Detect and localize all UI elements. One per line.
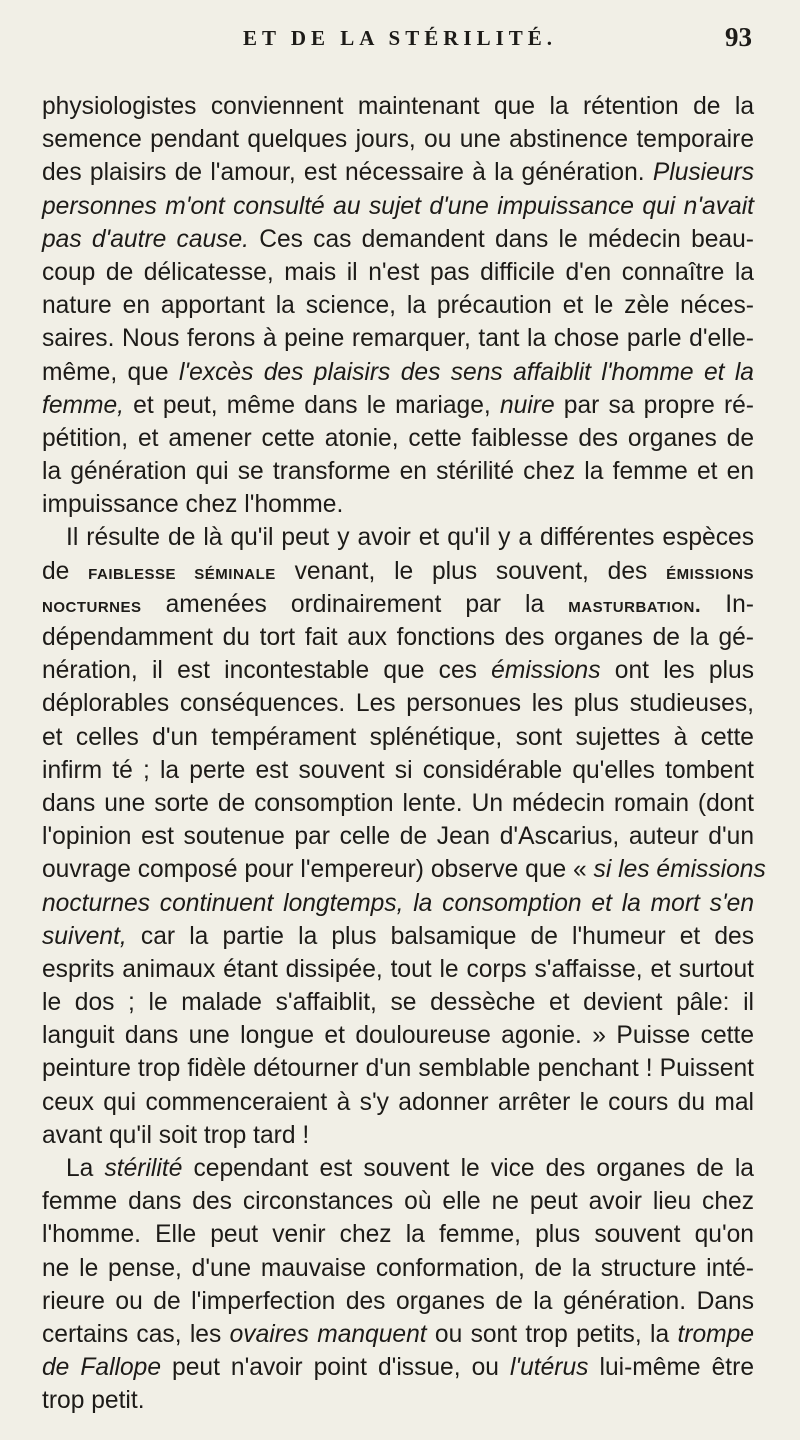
italic-run: suivent, [42, 922, 127, 950]
small-caps-run: masturbation. [568, 593, 702, 617]
text-run: l'opinion est soutenue par celle de Jean d'Ascarius, auteur d'un [42, 823, 754, 851]
text-line [42, 721, 754, 754]
text-run: impuissance chez l'homme. [42, 491, 344, 519]
text-line [42, 1285, 754, 1318]
italic-run: l'excès des plaisirs des sens affaiblit l'homme et la [178, 358, 754, 386]
text-line [42, 820, 754, 853]
text-run: trop petit. [42, 1387, 145, 1415]
italic-run: nuire [499, 391, 555, 419]
text-run: ou sont trop petits, la [426, 1320, 678, 1348]
text-run: venant, le plus souvent, des [275, 557, 667, 585]
text-line [42, 1252, 754, 1285]
text-line [42, 887, 754, 920]
text-line [42, 1152, 754, 1185]
text-line [42, 256, 754, 289]
text-line [42, 555, 754, 588]
small-caps-run: faiblesse séminale [88, 560, 276, 584]
italic-run: Plusieurs [652, 159, 754, 187]
text-run: In- [701, 590, 754, 618]
text-run: peinture trop fidèle détourner d'un semblable penchant ! Puissent [42, 1055, 754, 1083]
text-line [42, 1351, 754, 1384]
text-run: peut n'avoir point d'issue, ou [161, 1354, 510, 1382]
text-run: amenées ordinairement par la [141, 590, 569, 618]
italic-run: femme, [42, 391, 124, 419]
text-run: Ces cas demandent dans le médecin beau- [249, 225, 754, 253]
italic-run: ovaires manquent [229, 1320, 427, 1348]
text-line [42, 356, 754, 389]
text-line [42, 1086, 754, 1119]
text-run: de [42, 557, 89, 585]
text-line [42, 1119, 754, 1152]
text-run: saires. Nous ferons à peine remarquer, tant la chose parle d'elle- [42, 325, 754, 353]
text-run: ouvrage composé pour l'empereur) observe que « [42, 856, 594, 884]
text-run: ont les plus [600, 657, 754, 685]
text-run: avant qu'il soit trop tard ! [42, 1121, 310, 1149]
italic-run: personnes m'ont consulté au sujet d'une impuissance qui n'avait [42, 192, 754, 220]
italic-run: pas d'autre cause. [42, 225, 249, 253]
text-run: le dos ; le malade s'affaiblit, se dessèche et devient pâle: il [42, 989, 754, 1017]
body-text [42, 90, 766, 1418]
text-line [42, 920, 754, 953]
text-run: femme dans des circonstances où elle ne peut avoir lieu chez [42, 1188, 754, 1216]
italic-run: trompe [677, 1320, 754, 1348]
text-line [42, 654, 754, 687]
text-line [42, 488, 754, 521]
italic-run: stérilité [104, 1155, 183, 1182]
text-line [42, 190, 754, 223]
running-title: ET DE LA STÉRILITÉ. [242, 26, 558, 50]
italic-run: nocturnes continuent longtemps, la consomption et la mort s'en [42, 889, 754, 917]
text-run: car la partie la plus balsamique de l'humeur et des [126, 922, 754, 950]
text-run: rieure ou de l'imperfection des organes de la génération. Dans [42, 1287, 754, 1315]
text-line [42, 123, 754, 156]
text-line [42, 1218, 754, 1251]
text-line [42, 90, 754, 123]
text-line [42, 156, 754, 189]
text-run: déplorables conséquences. Les personues les plus studieuses, [42, 690, 754, 718]
text-line [42, 455, 754, 488]
text-run: coup de délicatesse, mais il n'est pas difficile d'en connaître la [42, 258, 754, 286]
small-caps-run: nocturnes [42, 593, 142, 617]
text-run: ceux qui commenceraient à s'y adonner arrêter le cours du mal [42, 1088, 754, 1116]
text-run: lui-même être [588, 1354, 754, 1382]
italic-run: si les émissions [593, 856, 766, 884]
text-line [42, 389, 754, 422]
text-line [42, 787, 754, 820]
running-header [0, 22, 800, 62]
text-run: et celles d'un tempérament splénétique, sont sujettes à cette [42, 723, 754, 751]
text-run: ne le pense, d'une mauvaise conformation, de la structure inté- [42, 1254, 754, 1282]
text-line [42, 322, 754, 355]
text-run: dépendamment du tort fait aux fonctions des organes de la gé- [42, 624, 754, 651]
text-run: nération, il est incontestable que ces [42, 657, 492, 685]
page-number: 93 [725, 22, 752, 52]
small-caps-run: émissions [666, 560, 754, 584]
text-line [42, 853, 766, 886]
text-line [42, 1384, 754, 1417]
text-run: physiologistes conviennent maintenant que la rétention de la [42, 93, 754, 120]
text-run: nature en apportant la science, la précaution et le zèle néces- [42, 292, 754, 320]
text-run: infirm té ; la perte est souvent si considérable qu'elles tombent [42, 756, 754, 784]
text-line [42, 223, 754, 256]
text-line [42, 687, 754, 720]
text-line [42, 588, 754, 621]
text-run: languit dans une longue et douloureuse agonie. » Puisse cette [42, 1022, 754, 1050]
text-run: cependant est souvent le vice des organes de la [182, 1155, 754, 1182]
text-run: esprits animaux étant dissipée, tout le corps s'affaisse, et surtout [42, 955, 754, 983]
text-line [42, 754, 754, 787]
text-run: l'homme. Elle peut venir chez la femme, plus souvent qu'on [42, 1221, 754, 1249]
text-line [42, 1185, 754, 1218]
text-line [42, 1318, 754, 1351]
italic-run: l'utérus [509, 1354, 589, 1382]
text-run: et peut, même dans le mariage, [124, 391, 500, 419]
text-run: dans une sorte de consomption lente. Un médecin romain (dont [42, 789, 754, 817]
text-run: la génération qui se transforme en stérilité chez la femme et en [42, 458, 754, 486]
text-line [42, 521, 754, 554]
text-line [42, 1052, 754, 1085]
text-run: semence pendant quelques jours, ou une abstinence temporaire [42, 126, 754, 154]
text-run: par sa propre ré- [554, 391, 754, 419]
text-run: Il résulte de là qu'il peut y avoir et qu'il y a différentes espèces [66, 524, 754, 552]
text-run: La [66, 1155, 105, 1182]
text-run: pétition, et amener cette atonie, cette faiblesse des organes de [42, 424, 754, 452]
text-line [42, 621, 754, 654]
text-line [42, 986, 754, 1019]
text-run: certains cas, les [42, 1320, 230, 1348]
text-line [42, 953, 754, 986]
text-line [42, 1019, 754, 1052]
text-run: même, que [42, 358, 179, 386]
italic-run: de Fallope [42, 1354, 162, 1382]
text-run: des plaisirs de l'amour, est nécessaire à la génération. [42, 159, 653, 187]
text-line [42, 422, 754, 455]
italic-run: émissions [491, 657, 601, 685]
text-line [42, 289, 754, 322]
